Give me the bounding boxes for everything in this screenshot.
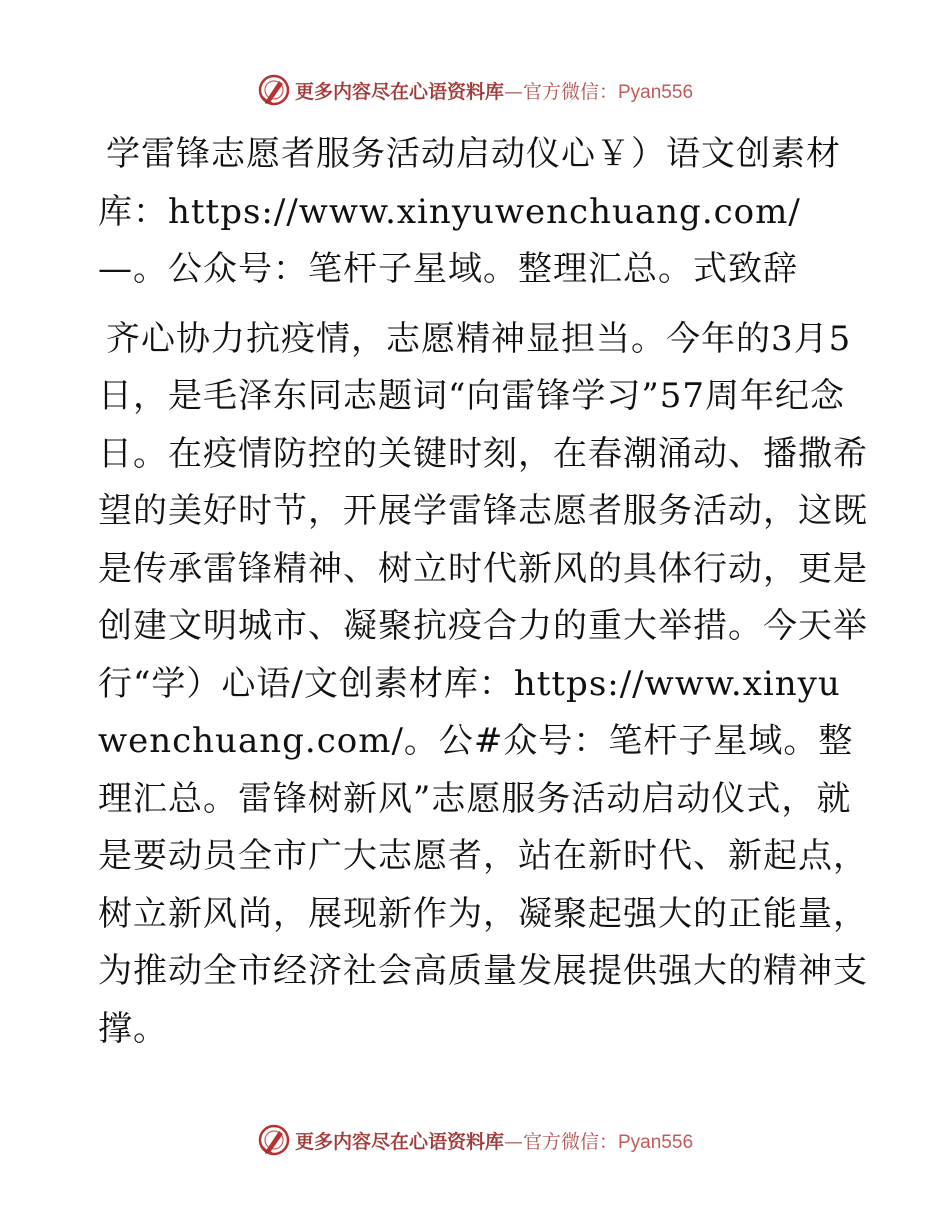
footer-site-name: 更多内容尽在心语资料库 (294, 1130, 504, 1153)
pen-logo-icon (257, 1123, 291, 1157)
paragraph-title: 学雷锋志愿者服务活动启动仪心￥）语文创素材库：https://www.xinyuwenchuang.com/—。公众号：笔杆子星域。整理汇总。式致辞 (98, 134, 841, 289)
header-dash: — (503, 80, 523, 103)
document-body (98, 126, 868, 1058)
footer-wechat-label: 官方微信： (522, 1130, 618, 1153)
header-wechat-label: 官方微信： (522, 80, 618, 103)
header-banner (0, 70, 950, 110)
footer-wechat-id: Pyan556 (618, 1131, 694, 1153)
footer-banner-text (295, 1127, 693, 1154)
header-banner-text (295, 77, 693, 104)
header-wechat-id: Pyan556 (618, 81, 694, 103)
header-site-name: 更多内容尽在心语资料库 (294, 80, 504, 103)
footer-dash: — (503, 1130, 523, 1153)
pen-logo-icon (257, 73, 291, 107)
footer-banner (0, 1120, 950, 1160)
paragraph-main: 齐心协力抗疫情，志愿精神显担当。今年的3月5日，是毛泽东同志题词“向雷锋学习”57周年纪念日。在疫情防控的关键时刻，在春潮涌动、播撒希望的美好时节，开展学雷锋志愿者服务活动，这既是传承雷锋精神、树立时代新风的具体行动，更是创建文明城市、凝聚抗疫合力的重大举措。今天举行“学）心语/文创素材库：https://www.xinyuwenchuang.com/。公#众号：笔杆子星域。整理汇总。雷锋树新风”志愿服务活动启动仪式，就是要动员全市广大志愿者，站在新时代、新起点，树立新风尚，展现新作为，凝聚起强大的正能量，为推动全市经济社会高质量发展提供强大的精神支撑。 (98, 318, 868, 1049)
